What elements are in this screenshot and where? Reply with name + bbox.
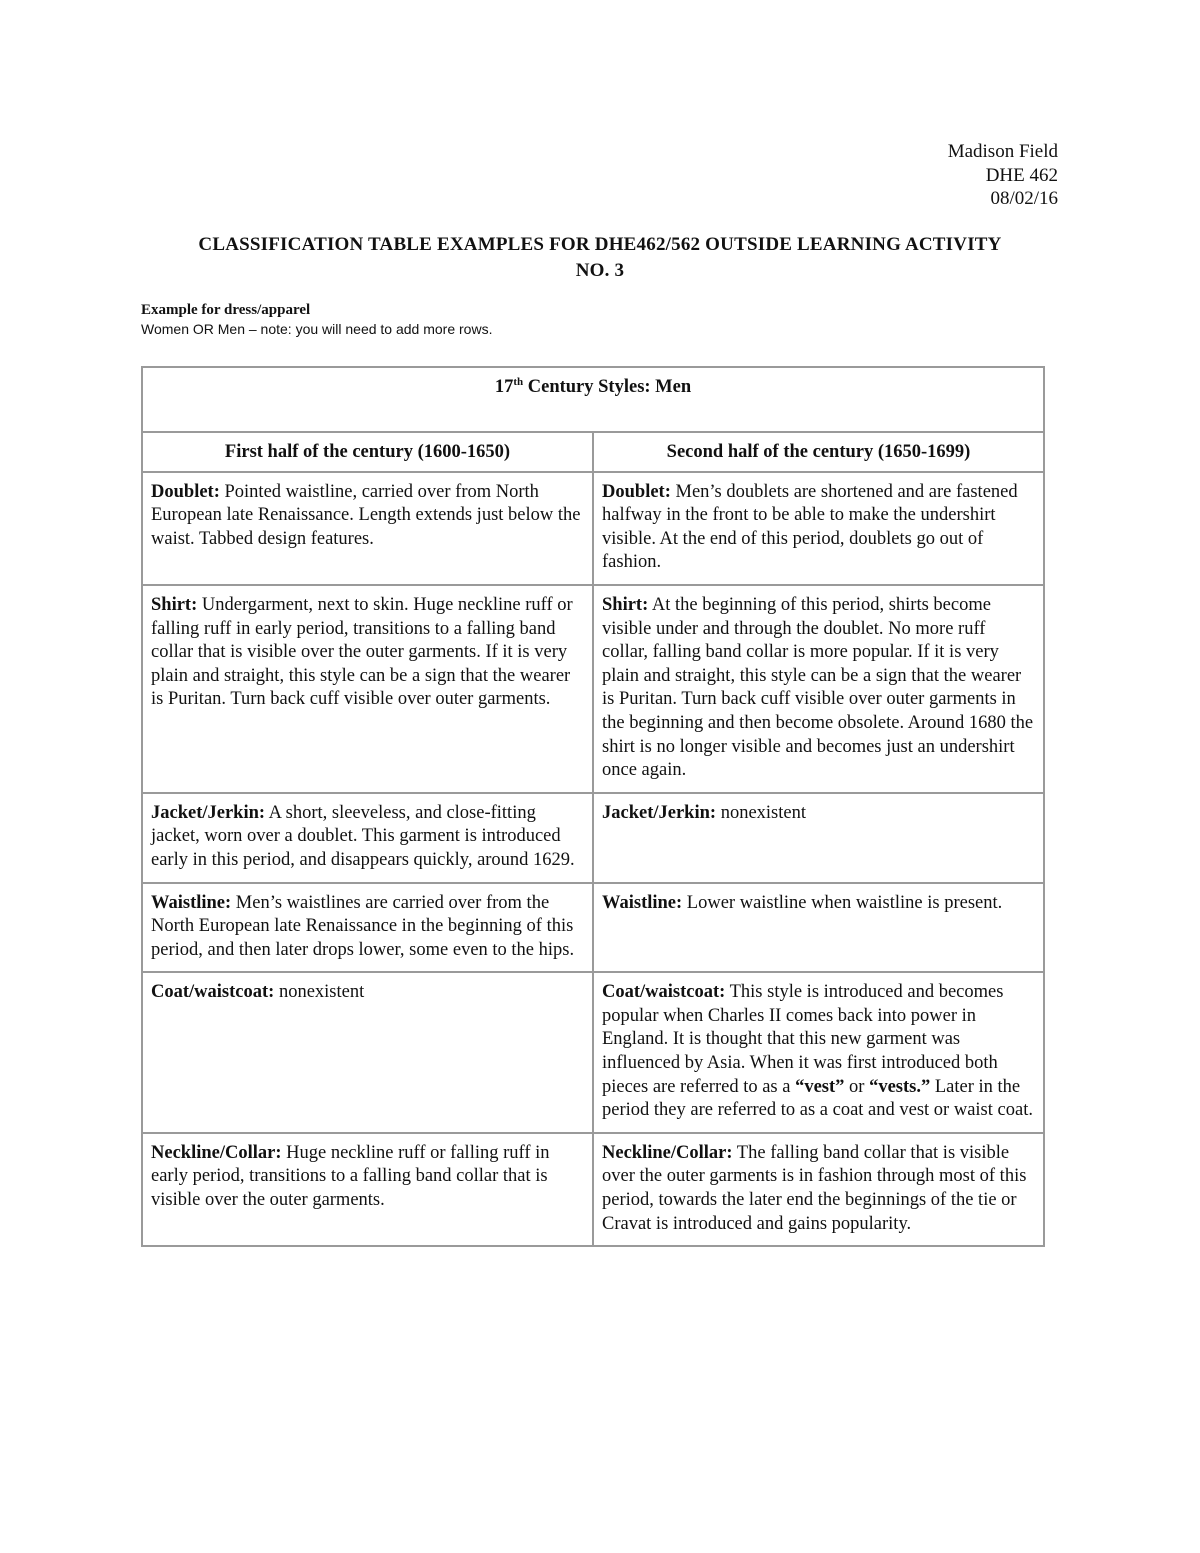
cell-second-half [593, 972, 1044, 1133]
table-row [142, 793, 1044, 883]
caption-number: 17 [494, 377, 514, 397]
title-line-1: CLASSIFICATION TABLE EXAMPLES FOR DHE462/562 OUTSIDE LEARNING ACTIVITY [198, 234, 1002, 255]
table-row [142, 585, 1044, 793]
term-label: Neckline/Collar: [602, 1142, 733, 1163]
term-description: Men’s waistlines are carried over from the North European late Renaissance in the beginning of this period, and then later drops lower, some even to the hips. [151, 892, 575, 960]
term-description: At the beginning of this period, shirts become visible under and through the doublet. No more ruff collar, falling band collar is more popular. If it is very plain and straight, this style can be a sign that the wearer is Puritan. Turn back cuff visible over outer garments in the beginning and then become obsolete. Around 1680 the shirt is no longer visible and becomes just an undershirt once again. [602, 594, 1034, 781]
author-header [948, 140, 1058, 211]
table-row [142, 472, 1044, 585]
intro-block [141, 301, 492, 339]
term-description: Lower waistline when waistline is present. [682, 892, 1003, 913]
cell-first-half [142, 585, 593, 793]
term-label: Shirt: [151, 594, 198, 615]
quoted-term: “vests.” [869, 1076, 931, 1097]
table-row [142, 972, 1044, 1133]
term-description: nonexistent [274, 982, 365, 1003]
intro-note: Women OR Men – note: you will need to add more rows. [141, 321, 493, 337]
cell-second-half [593, 1133, 1044, 1246]
caption-text: Century Styles: Men [523, 377, 692, 397]
term-description: Men’s doublets are shortened and are fastened halfway in the front to be able to make the undershirt visible. At the end of this period, doublets go out of fashion. [602, 481, 1018, 573]
term-description-tail: Later in the period they are referred to as a coat and vest or waist coat. [602, 1076, 1033, 1121]
course-code: DHE 462 [985, 164, 1058, 186]
cell-first-half [142, 793, 593, 883]
caption-row [142, 367, 1044, 432]
term-label: Coat/waistcoat: [151, 982, 275, 1003]
term-label: Waistline: [151, 892, 232, 913]
cell-first-half [142, 883, 593, 973]
term-description: Undergarment, next to skin. Huge neckline ruff or falling ruff in early period, transitions to a falling band collar that is visible over the outer garments. If it is very plain and straight, this style can be a sign that the wearer is Puritan. Turn back cuff visible over outer garments. [151, 594, 573, 710]
cell-first-half [142, 1133, 593, 1246]
column-header-second-half: Second half of the century (1650-1699) [593, 432, 1044, 472]
caption-ordinal: th [513, 375, 524, 388]
column-header-row [142, 432, 1044, 472]
cell-first-half [142, 472, 593, 585]
term-description: Huge neckline ruff or falling ruff in early period, transitions to a falling band collar that is visible over the outer garments. [151, 1142, 550, 1211]
term-label: Doublet: [151, 481, 220, 502]
connector-text: or [844, 1076, 870, 1097]
document-title [143, 232, 1057, 284]
term-description: A short, sleeveless, and close-fitting jacket, worn over a doublet. This garment is introduced early in this period, and disappears quickly, around 1629. [151, 802, 575, 870]
quoted-term: “vest” [795, 1076, 845, 1097]
term-label: Coat/waistcoat: [602, 982, 726, 1003]
column-header-first-half: First half of the century (1600-1650) [142, 432, 593, 472]
cell-second-half [593, 793, 1044, 883]
term-description: Pointed waistline, carried over from North European late Renaissance. Length extends just below the waist. Tabbed design features. [151, 481, 581, 549]
table-caption [142, 367, 1044, 432]
cell-second-half [593, 585, 1044, 793]
term-description: This style is introduced and becomes popular when Charles II comes back into power in England. It is thought that this new garment was influenced by Asia. When it was first introduced both pieces are referred to as a [602, 982, 1004, 1097]
cell-second-half [593, 472, 1044, 585]
term-label: Jacket/Jerkin: [602, 802, 717, 823]
title-line-2: NO. 3 [575, 260, 625, 281]
document-date: 08/02/16 [990, 188, 1058, 209]
cell-second-half [593, 883, 1044, 973]
term-label: Jacket/Jerkin: [151, 802, 266, 823]
cell-first-half [142, 972, 593, 1133]
term-label: Shirt: [602, 594, 649, 615]
author-name: Madison Field [947, 141, 1058, 162]
table-row [142, 1133, 1044, 1246]
term-label: Neckline/Collar: [151, 1142, 282, 1163]
classification-table [141, 366, 1045, 1247]
table-row [142, 883, 1044, 973]
term-description: nonexistent [716, 802, 806, 823]
intro-heading: Example for dress/apparel [141, 302, 311, 318]
term-description: The falling band collar that is visible over the outer garments is in fashion through most of this period, towards the later end the beginnings of the tie or Cravat is introduced and gains popularity. [602, 1142, 1027, 1234]
term-label: Doublet: [602, 481, 671, 502]
term-label: Waistline: [602, 892, 683, 913]
